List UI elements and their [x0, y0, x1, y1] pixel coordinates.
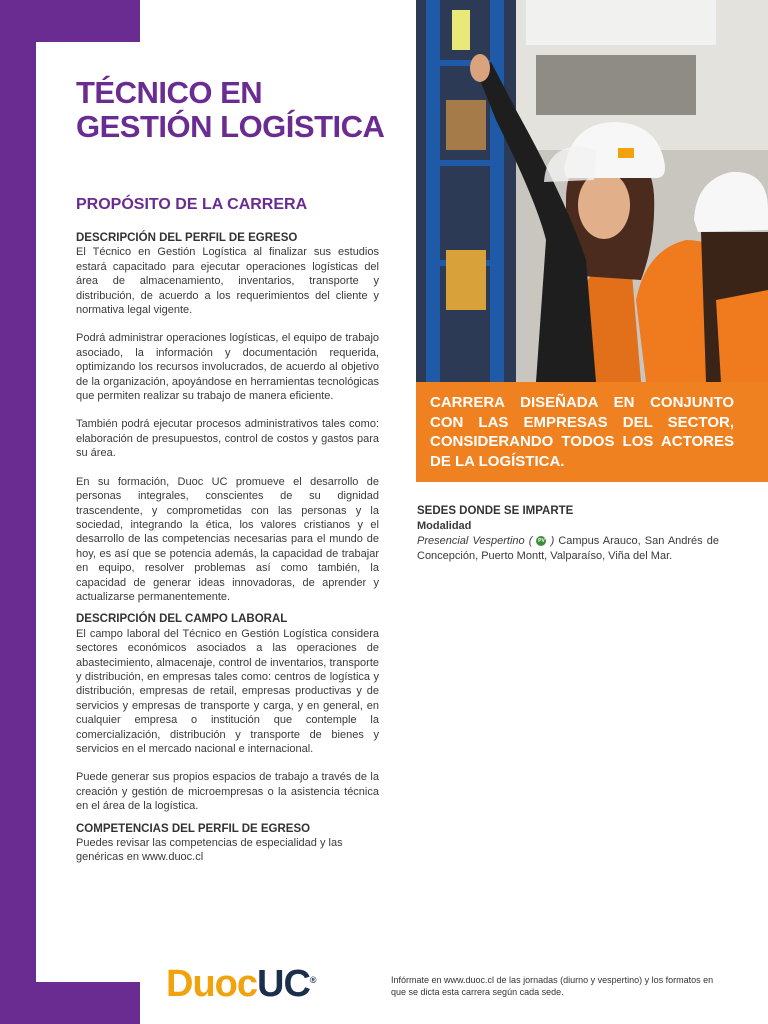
campo-laboral-paragraph-1: El campo laboral del Técnico en Gestión Logística considera sectores económicos asociados a las operaciones de abastecimiento, almacenaje, control de inventarios, transporte y distribución, en empresas tales como: centros de logística y distribución, empresas de retail, empresas productivas y de servicios y empresas de transporte y carga, y en general, en cualquier empresa o institución que contemple la comercialización, distribución y transporte de bienes y servicios en el mercado nacional e internacional. [76, 627, 379, 755]
registered-mark: ® [309, 975, 316, 985]
banner-text: CARRERA DISEÑADA EN CONJUNTO CON LAS EMPRESAS DEL SECTOR, CONSIDERANDO TODOS LOS ACTORES DE LA LOGÍSTICA. [430, 394, 734, 470]
page-title: TÉCNICO EN GESTIÓN LOGÍSTICA [76, 75, 385, 144]
section-subtitle: PROPÓSITO DE LA CARRERA [76, 196, 308, 213]
logo-duoc-text: Duoc [166, 963, 257, 1005]
perfil-egreso-paragraph-3: También podrá ejecutar procesos administrativos tales como: elaboración de presupuestos, control de costos y gastos para su área. [76, 418, 379, 460]
perfil-egreso-paragraph-4: En su formación, Duoc UC promueve el desarrollo de personas integrales, conscientes de su dignidad trascendente, y comprometidas con las personas y la sociedad, integrando la ética, los valores cristianos y el desarrollo de las competencias necesarias para el mundo de hoy, es así que se potencia además, la capacidad de trabajar en equipo, resolver problemas así como también, la capacidad de generar ideas innovadoras, de aprender y actualizarse permanentemente. [76, 475, 379, 603]
left-column [76, 231, 379, 879]
sedes-text [417, 534, 719, 564]
modalidad-value: Presencial Vespertino ( [417, 535, 533, 547]
competencias-heading: COMPETENCIAS DEL PERFIL DE EGRESO [76, 822, 311, 835]
campo-laboral-heading: DESCRIPCIÓN DEL CAMPO LABORAL [76, 613, 288, 626]
perfil-egreso-paragraph-1: El Técnico en Gestión Logística al finalizar sus estudios estará capacitado para ejecutar operaciones logísticas del área de almacenamiento, inventarios, transporte y distribución, de acuerdo a los requerimientos del cliente y normativa legal vigente. [76, 246, 379, 317]
perfil-egreso-paragraph-2: Podrá administrar operaciones logísticas, el equipo de trabajo asociado, la información y documentación requerida, optimizando los recursos involucrados, de acuerdo al objetivo de la organización, apoyándose en herramientas tecnológicas que permiten realizar su trabajo de manera eficiente. [76, 332, 379, 403]
purple-top-tab [0, 0, 140, 42]
highlight-banner [416, 382, 768, 482]
competencias-paragraph: Puedes revisar las competencias de especialidad y las genéricas en www.duoc.cl [76, 837, 343, 864]
campo-laboral-paragraph-2: Puede generar sus propios espacios de trabajo a través de la creación y gestión de microempresas o la asistencia técnica en el área de la logística. [76, 771, 379, 813]
duoc-uc-logo [166, 962, 316, 1006]
modalidad-close: ) [550, 535, 555, 547]
campus-list: Campus Arauco, San Andrés de Concepción, Puerto Montt, Valparaíso, Viña del Mar. [417, 535, 719, 562]
sedes-section [417, 504, 719, 564]
warehouse-photo-illustration [416, 0, 768, 382]
perfil-egreso-heading: DESCRIPCIÓN DEL PERFIL DE EGRESO [76, 232, 298, 244]
warehouse-photo [416, 0, 768, 382]
modalidad-label: Modalidad [417, 520, 472, 532]
sedes-heading: SEDES DONDE SE IMPARTE [417, 505, 574, 517]
footer-note: Infórmate en www.duoc.cl de las jornadas (diurno y vespertino) y los formatos en que se dicta esta carrera según cada sede. [391, 975, 714, 997]
logo-uc-text: UC [257, 963, 310, 1005]
vespertino-badge-icon: PV [538, 538, 545, 545]
purple-bottom-tab [0, 982, 140, 1024]
purple-side-band [0, 0, 36, 1024]
